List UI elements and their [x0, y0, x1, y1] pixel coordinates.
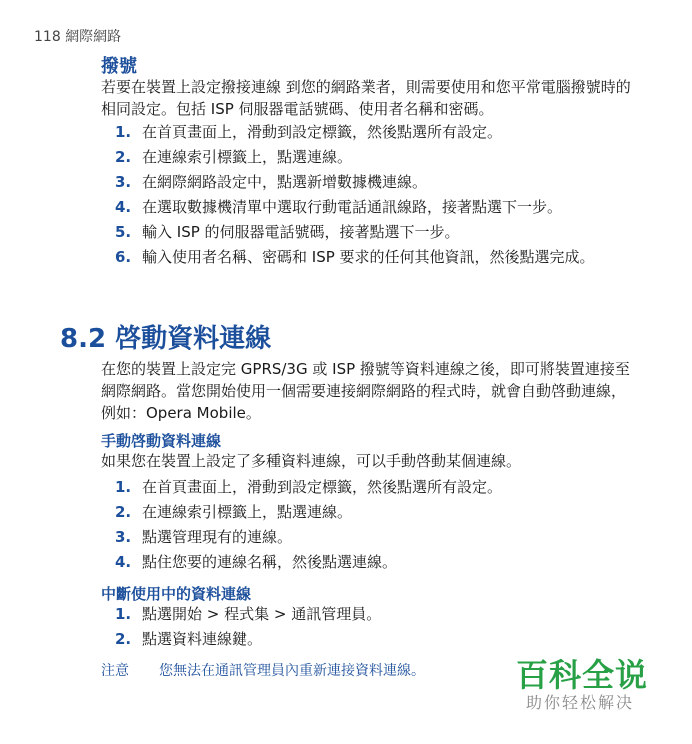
step-number: 1.: [115, 478, 132, 496]
step-number: 1.: [115, 605, 132, 623]
list-item: [115, 246, 615, 268]
list-item: [115, 121, 615, 143]
note-label: 注意: [101, 663, 129, 679]
list-item: [115, 501, 615, 523]
note-text: 您無法在通訊管理員內重新連接資料連線。: [159, 663, 425, 679]
step-number: 6.: [115, 248, 132, 266]
manual-steps: [115, 476, 615, 576]
watermark-logo: 百科全说: [516, 656, 649, 694]
list-item: [115, 603, 615, 625]
step-text: 輸入 ISP 的伺服器電話號碼，接著點選下一步。: [142, 223, 460, 241]
step-text: 在連線索引標籤上，點選連線。: [142, 148, 353, 166]
dialup-title: 撥號: [101, 56, 137, 77]
disconnect-title: 中斷使用中的資料連線: [101, 585, 252, 603]
list-item: [115, 221, 615, 243]
list-item: [115, 171, 615, 193]
step-number: 5.: [115, 223, 132, 241]
step-number: 2.: [115, 630, 132, 648]
step-text: 在首頁畫面上，滑動到設定標籤，然後點選所有設定。: [142, 478, 503, 496]
step-number: 4.: [115, 553, 132, 571]
dialup-intro: 若要在裝置上設定撥接連線 到您的網路業者，則需要使用和您平常電腦撥號時的相同設定。包括 ISP 伺服器電話號碼、使用者名稱和密碼。: [101, 78, 631, 118]
disconnect-steps: [115, 603, 615, 653]
watermark-slogan: 助你轻松解决: [526, 693, 635, 712]
step-number: 2.: [115, 503, 132, 521]
list-item: [115, 146, 615, 168]
section-intro: 在您的裝置上設定完 GPRS/3G 或 ISP 撥號等資料連線之後，即可將裝置連接至網際網路。當您開始使用一個需要連接網際網路的程式時，就會自動啓動連線，例如：Opera Mobile。: [101, 360, 630, 422]
step-text: 點選開始 > 程式集 > 通訊管理員。: [142, 605, 382, 623]
step-text: 點選管理現有的連線。: [142, 528, 293, 546]
page-header: [34, 26, 121, 46]
step-text: 輸入使用者名稱、密碼和 ISP 要求的任何其他資訊，然後點選完成。: [142, 248, 595, 266]
step-text: 點選資料連線鍵。: [142, 630, 263, 648]
step-number: 3.: [115, 173, 132, 191]
section-title: [60, 318, 271, 355]
chapter-name: 網際網路: [65, 29, 122, 45]
note: [101, 660, 425, 680]
list-item: [115, 526, 615, 548]
step-number: 4.: [115, 198, 132, 216]
list-item: [115, 551, 615, 573]
dialup-steps: [115, 121, 615, 271]
step-text: 點住您要的連線名稱，然後點選連線。: [142, 553, 398, 571]
section-title-text: 啓動資料連線: [115, 324, 272, 354]
manual-title: 手動啓動資料連線: [101, 432, 222, 450]
step-text: 在首頁畫面上，滑動到設定標籤，然後點選所有設定。: [142, 123, 503, 141]
list-item: [115, 196, 615, 218]
step-number: 3.: [115, 528, 132, 546]
step-text: 在選取數據機清單中選取行動電話通訊線路，接著點選下一步。: [142, 198, 563, 216]
step-text: 在網際網路設定中，點選新增數據機連線。: [142, 173, 428, 191]
step-number: 1.: [115, 123, 132, 141]
section-number: 8.2: [60, 324, 107, 354]
list-item: [115, 476, 615, 498]
step-number: 2.: [115, 148, 132, 166]
step-text: 在連線索引標籤上，點選連線。: [142, 503, 353, 521]
manual-intro: 如果您在裝置上設定了多種資料連線，可以手動啓動某個連線。: [101, 452, 522, 470]
list-item: [115, 628, 615, 650]
page-number: 118: [34, 29, 61, 45]
